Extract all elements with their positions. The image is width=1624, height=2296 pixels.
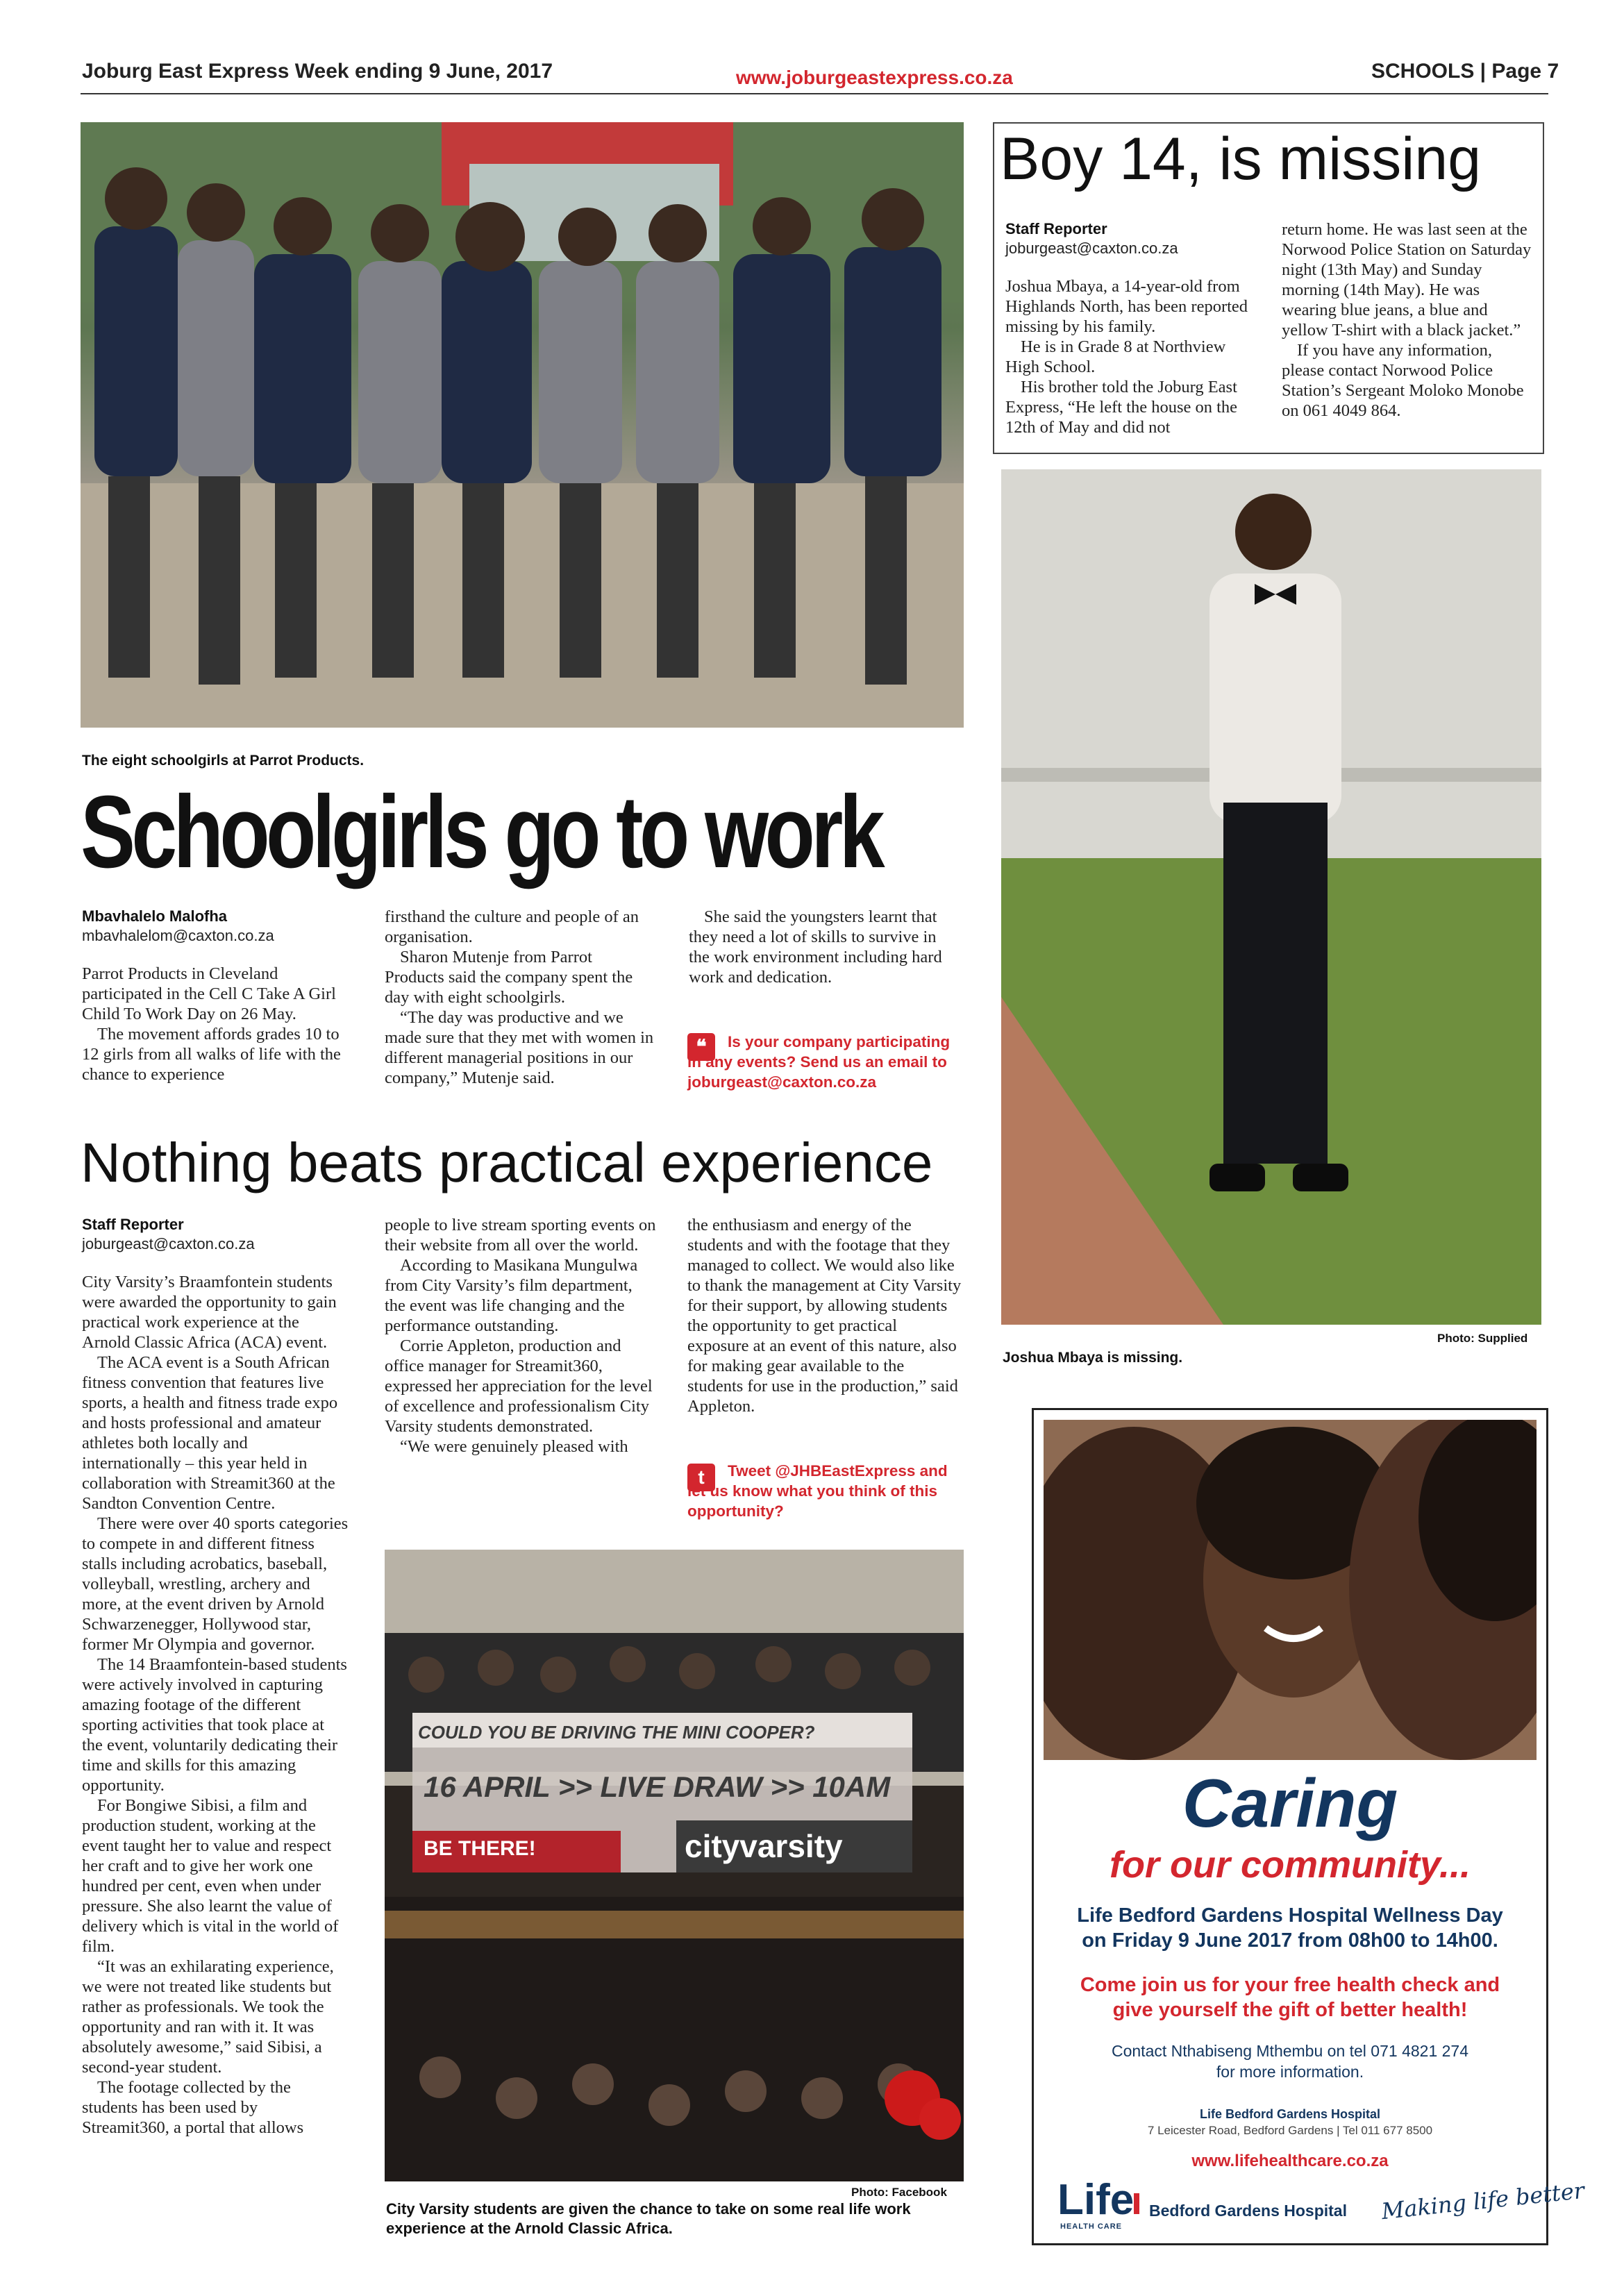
cityvarsity-photo-caption: City Varsity students are given the chance to take on some real life work experience at the Arnold Classic Africa. (386, 2200, 911, 2237)
missing-headline: Boy 14, is missing (1000, 126, 1482, 192)
article-paragraph: “We were genuinely pleased with (400, 1437, 628, 1456)
missing-photo-credit: Photo: Supplied (1437, 1332, 1528, 1345)
speech-bubble-icon: ❝ (687, 1033, 715, 1061)
schoolgirls-col1 (82, 907, 346, 1084)
practical-headline: Nothing beats practical experience (81, 1132, 933, 1193)
missing-photo-caption: Joshua Mbaya is missing. (1003, 1350, 1183, 1366)
article-paragraph: “The day was productive and we made sure that they met with women in different managerial positions in our company,” Mutenje said. (385, 1008, 654, 1087)
schoolgirls-headline: Schoolgirls go to work (81, 775, 881, 889)
article-paragraph: According to Masikana Mungulwa from City Varsity’s film department, the event was life changing and the performance outstanding. (385, 1256, 638, 1335)
masthead-left: Joburg East Express Week ending 9 June, 2017 (82, 60, 553, 83)
banner-text-line2: 16 APRIL >> LIVE DRAW >> 10AM (424, 1770, 891, 1803)
article-paragraph: “It was an exhilarating experience, we were not treated like students but rather as professionals. We took the opportunity and ran with it. It was absolutely awesome,” said Sibisi, a second-year student. (82, 1957, 334, 2077)
practical-col2 (385, 1215, 657, 1457)
article-paragraph: She said the youngsters learnt that they need a lot of skills to survive in the work environment including hard work and dedication. (689, 907, 942, 987)
article-paragraph: There were over 40 sports categories to compete in and different fitness stalls including acrobatics, baseball, volleyball, wrestling, archery and more, at the event driven by Arnold Schwarzenegger, Hollywood star, former Mr Olympia and governor. (82, 1514, 349, 1654)
practical-byline-name: Staff Reporter (82, 1216, 184, 1233)
practical-col1 (82, 1215, 349, 2138)
missing-col2 (1282, 219, 1533, 421)
article-paragraph: If you have any information, please contact Norwood Police Station’s Sergeant Moloko Monobe on 061 4049 864. (1282, 341, 1524, 420)
cityvarsity-photo (385, 1550, 964, 2181)
ad-tagline: Making life better (1380, 2177, 1586, 2225)
article-paragraph: The movement affords grades 10 to 12 girls from all walks of life with the chance to experience (82, 1025, 341, 1084)
article-paragraph: His brother told the Joburg East Express, “He left the house on the 12th of May and did not (1005, 378, 1238, 437)
ad-title: Caring (1182, 1765, 1398, 1841)
article-paragraph: return home. He was last seen at the Norwood Police Station on Saturday night (13th May) and Sunday morning (14th May). He was wearing blue jeans, a blue and yellow T-shirt with a black jacket.” (1282, 220, 1532, 340)
tweet-promo[interactable]: Tweet @JHBEastExpress and let us know what you think of this opportunity? (687, 1462, 948, 1520)
article-paragraph: The footage collected by the students has been used by Streamit360, a portal that allows (82, 2078, 304, 2137)
ad-cta-line1: Come join us for your free health check and (1080, 1974, 1500, 1996)
article-paragraph: firsthand the culture and people of an organisation. (385, 907, 639, 946)
missing-byline-email[interactable]: joburgeast@caxton.co.za (1005, 240, 1178, 257)
header-rule (81, 93, 1548, 94)
ad-hospital-name: Life Bedford Gardens Hospital (1199, 2107, 1381, 2121)
banner-text-line3: BE THERE! (424, 1837, 536, 1860)
article-paragraph: Parrot Products in Cleveland participated in the Cell C Take A Girl Child To Work Day on 26 May. (82, 964, 336, 1023)
life-logo-hospital: Bedford Gardens Hospital (1149, 2202, 1347, 2220)
schoolgirls-byline-name: Mbavhalelo Malofha (82, 907, 228, 925)
article-paragraph: people to live stream sporting events on their website from all over the world. (385, 1216, 656, 1255)
banner-text-line1: COULD YOU BE DRIVING THE MINI COOPER? (418, 1722, 815, 1743)
ad-website[interactable]: www.lifehealthcare.co.za (1191, 2152, 1389, 2170)
schoolgirls-caption: The eight schoolgirls at Parrot Products. (82, 753, 365, 769)
cityvarsity-logo: cityvarsity (685, 1828, 843, 1864)
life-logo-accent-icon (1134, 2193, 1139, 2214)
article-paragraph: Joshua Mbaya, a 14-year-old from Highlands North, has been reported missing by his family. (1005, 277, 1248, 336)
article-paragraph: The ACA event is a South African fitness convention that features live sports, a health and fitness trade expo and hosts professional and amateur athletes both locally and internationally – this year held in collaboration with Streamit360 at the Sandton Convention Centre. (82, 1353, 338, 1513)
ad-event-line2: on Friday 9 June 2017 from 08h00 to 14h00. (1082, 1929, 1498, 1952)
masthead-url[interactable]: www.joburgeastexpress.co.za (736, 67, 1013, 88)
schoolgirls-col3 (689, 907, 960, 987)
article-paragraph: The 14 Braamfontein-based students were actively involved in capturing amazing footage of the different sporting activities that took place at the event, voluntarily dedicating their time and skills for this amazing opportunity. (82, 1655, 347, 1795)
ad-event-line1: Life Bedford Gardens Hospital Wellness Day (1077, 1904, 1503, 1927)
missing-col1 (1005, 219, 1262, 437)
missing-byline-name: Staff Reporter (1005, 220, 1107, 237)
article-paragraph: Corrie Appleton, production and office manager for Streamit360, expressed her appreciation for the level of excellence and professionalism City Varsity students demonstrated. (385, 1336, 653, 1436)
hospital-advert[interactable] (1032, 1408, 1586, 2245)
article-paragraph: the enthusiasm and energy of the students and with the footage that they managed to collect. We would also like to thank the management at City Varsity for their support, by allowing students the opportunity to get practical exposure at an event of this nature, also for making gear available to the students for use in the production,” said Appleton. (687, 1216, 962, 1416)
life-logo-word: Life (1057, 2176, 1135, 2224)
life-logo-sub: HEALTH CARE (1060, 2222, 1123, 2231)
ad-subtitle: for our community... (1109, 1844, 1471, 1886)
section-page: SCHOOLS | Page 7 (1371, 60, 1559, 83)
article-paragraph: He is in Grade 8 at Northview High School. (1005, 337, 1226, 376)
article-paragraph: City Varsity’s Braamfontein students were awarded the opportunity to gain practical work experience at the Arnold Classic Africa (ACA) event. (82, 1273, 337, 1352)
missing-boy-photo (1001, 469, 1541, 1325)
cityvarsity-photo-credit: Photo: Facebook (851, 2186, 947, 2199)
life-logo (1057, 2176, 1347, 2235)
schoolgirls-byline-email[interactable]: mbavhalelom@caxton.co.za (82, 927, 274, 944)
family-kiss-photo (1044, 1420, 1537, 1760)
ad-cta-line2: give yourself the gift of better health! (1112, 1999, 1468, 2021)
article-paragraph: For Bongiwe Sibisi, a film and production student, working at the event taught her to value and respect her craft and to give her work one hundred per cent, even when under pressure. She also learnt the value of delivery which is vital in the world of film. (82, 1796, 339, 1956)
practical-byline-email[interactable]: joburgeast@caxton.co.za (82, 1235, 255, 1252)
email-promo[interactable]: Is your company participating in any events? Send us an email to joburgeast@caxton.co.za (687, 1033, 951, 1091)
schoolgirls-col2 (385, 907, 655, 1088)
article-paragraph: Sharon Mutenje from Parrot Products said the company spent the day with eight schoolgirls. (385, 948, 633, 1007)
practical-col3 (687, 1215, 962, 1416)
twitter-icon: t (687, 1464, 715, 1491)
schoolgirls-photo (81, 122, 964, 728)
ad-hospital-address: 7 Leicester Road, Bedford Gardens | Tel 011 677 8500 (1147, 2124, 1433, 2137)
ad-contact-line2: for more information. (1216, 2063, 1364, 2081)
ad-contact-line1: Contact Nthabiseng Mthembu on tel 071 4821 274 (1111, 2042, 1469, 2060)
